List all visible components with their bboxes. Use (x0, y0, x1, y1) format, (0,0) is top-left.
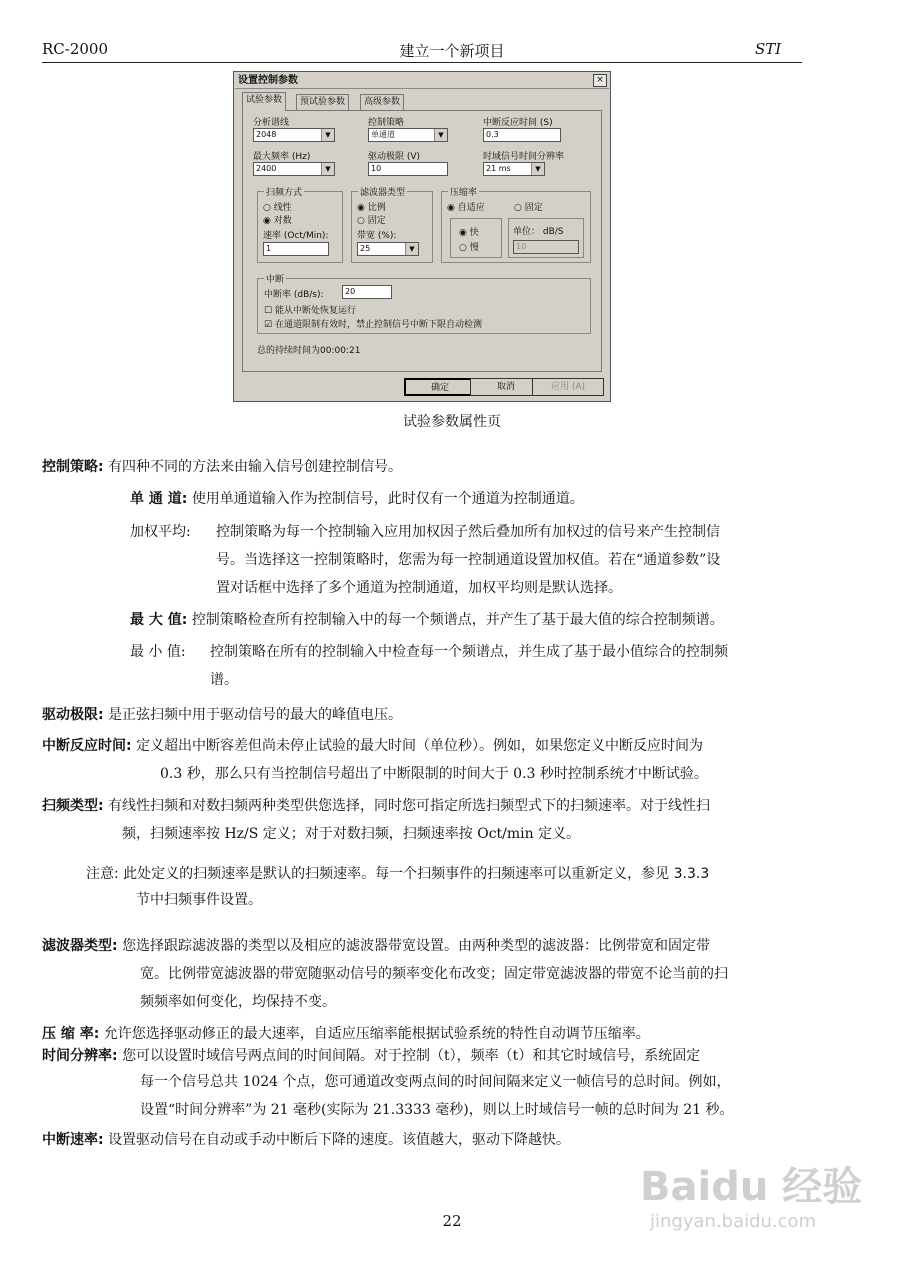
analysis-lines-label: 分析谱线 (253, 118, 290, 128)
watermark-url: jingyan.baidu.com (650, 1211, 817, 1232)
filter-prop-label: 比例 (367, 203, 386, 213)
speed-fast-radio[interactable]: ◉ 快 (459, 228, 479, 238)
bandwidth-value: 25 (360, 244, 371, 253)
sweep-rate-input[interactable]: 1 (263, 242, 329, 256)
chevron-down-icon: ▼ (405, 243, 418, 255)
para-control-strategy (42, 453, 402, 481)
chevron-down-icon: ▼ (321, 129, 334, 141)
term: 滤波器类型: (42, 938, 118, 954)
term: 中断速率: (42, 1132, 104, 1148)
tab-panel (242, 110, 602, 372)
drive-limit-label: 驱动极限 (V) (368, 152, 421, 162)
filter-prop-radio[interactable]: ◉ 比例 (357, 203, 386, 213)
term: 驱动极限: (42, 707, 104, 723)
para-filter-type (42, 932, 710, 960)
term: 最 大 值: (130, 612, 188, 628)
time-resolution-value: 21 ms (486, 164, 511, 173)
para-text: 是正弦扫频中用于驱动信号的最大的峰值电压。 (108, 707, 403, 723)
control-strategy-value: 单通道 (371, 130, 395, 139)
para-drive-limit (42, 701, 402, 729)
duration-text: 总的持续时间为00:00:21 (257, 346, 361, 356)
chevron-down-icon: ▼ (434, 129, 447, 141)
tab-test-params[interactable]: 试验参数 (242, 92, 286, 111)
sub-minimum-term: 最 小 值: (130, 644, 186, 660)
para-abort-time-cont: 0.3 秒，那么只有当控制信号超出了中断限制的时间大于 0.3 秒时控制系统才中断试验。 (160, 766, 708, 782)
resume-label: 能从中断处恢复运行 (274, 306, 356, 316)
line: 控制策略在所有的控制输入中检查每一个频谱点，并生成了基于最小值综合的控制频 (210, 644, 728, 660)
limit-check-label: 在通道限制有效时，禁止控制信号中断下限自动检测 (274, 320, 482, 330)
cancel-button[interactable]: 取消 (470, 378, 542, 396)
max-freq-value: 2400 (256, 164, 277, 173)
abort-group-title: 中断 (264, 272, 286, 285)
para-text: 允许您选择驱动修正的最大速率，自适应压缩率能根据试验系统的特性自动调节压缩率。 (103, 1026, 650, 1042)
compress-group-title: 压缩率 (448, 185, 479, 198)
sub-maximum (130, 606, 724, 634)
sweep-linear-label: 线性 (273, 203, 292, 213)
page-number: 22 (442, 1212, 462, 1230)
sub-weighted-avg-text (216, 518, 720, 602)
limit-check-checkbox[interactable]: ☑ 在通道限制有效时，禁止控制信号中断下限自动检测 (264, 320, 482, 330)
line: 每一个信号总共 1024 个点，您可通道改变两点间的时间间隔来定义一帧信号的总时间。例如， (140, 1074, 731, 1090)
compress-unit-input[interactable]: 10 (513, 240, 579, 254)
line: 控制策略为每一个控制输入应用加权因子然后叠加所有加权过的信号来产生控制信 (216, 524, 720, 540)
drive-limit-input[interactable]: 10 (368, 162, 448, 176)
header-center: 建立一个新项目 (399, 42, 505, 60)
chevron-down-icon: ▼ (321, 163, 334, 175)
sweep-group (257, 188, 343, 263)
para-text: 控制策略检查所有控制输入中的每一个频谱点，并产生了基于最大值的综合控制频谱。 (191, 612, 724, 628)
compress-adaptive-label: 自适应 (457, 203, 485, 213)
speed-fast-label: 快 (469, 228, 479, 238)
sweep-log-radio[interactable]: ◉ 对数 (263, 216, 292, 226)
compress-group (441, 188, 591, 263)
filter-group-title: 滤波器类型 (358, 185, 407, 198)
term: 压 缩 率: (42, 1026, 100, 1042)
speed-slow-radio[interactable]: ○ 慢 (459, 243, 479, 253)
tab-advanced-params[interactable]: 高级参数 (360, 94, 404, 110)
para-text: 使用单通道输入作为控制信号，此时仅有一个通道为控制通道。 (191, 491, 584, 507)
line: 宽。比例带宽滤波器的带宽随驱动信号的频率变化布改变；固定带宽滤波器的带宽不论当前的扫 (140, 966, 728, 982)
compress-unit-label: 单位： dB/S (513, 227, 564, 237)
control-strategy-label: 控制策略 (368, 118, 405, 128)
para-text: 设置驱动信号在自动或手动中断后下降的速度。该值越大，驱动下降越快。 (108, 1132, 571, 1148)
filter-group (351, 188, 433, 263)
sweep-linear-radio[interactable]: ○ 线性 (263, 203, 292, 213)
term: 中断反应时间: (42, 738, 132, 754)
term: 控制策略: (42, 459, 104, 475)
figure-caption: 试验参数属性页 (403, 414, 501, 430)
note-line-2: 节中扫频事件设置。 (136, 892, 262, 908)
time-resolution-select[interactable] (483, 162, 545, 176)
sweep-log-label: 对数 (273, 216, 292, 226)
watermark (640, 1155, 863, 1255)
sub-minimum-text (210, 638, 728, 694)
line: 设置“时间分辨率”为 21 毫秒(实际为 21.3333 毫秒)，则以上时域信号一帧的总时间为 21 秒。 (140, 1102, 734, 1118)
header-right: STI (755, 40, 782, 58)
abort-group (257, 275, 591, 334)
abort-response-input[interactable]: 0.3 (483, 128, 561, 142)
note-line-1: 注意: 此处定义的扫频速率是默认的扫频速率。每一个扫频事件的扫频速率可以重新定义，参见 3.3.3 (86, 866, 710, 882)
line: 您可以设置时域信号两点间的时间间隔。对于控制（t），频率（t）和其它时域信号，系统固定 (122, 1048, 701, 1064)
abort-rate-input[interactable]: 20 (342, 285, 392, 299)
header-left: RC-2000 (42, 40, 109, 58)
speed-slow-label: 慢 (469, 243, 479, 253)
header-rule (42, 62, 802, 63)
max-freq-label: 最大频率 (Hz) (253, 152, 311, 162)
close-button[interactable]: × (593, 74, 607, 87)
abort-rate-label: 中断率 (dB/s): (264, 290, 324, 300)
para-time-resolution (42, 1042, 700, 1070)
para-abort-rate (42, 1126, 570, 1154)
para-time-resolution-cont (140, 1068, 733, 1124)
filter-fixed-radio[interactable]: ○ 固定 (357, 216, 386, 226)
chevron-down-icon: ▼ (531, 163, 544, 175)
watermark-brand: Baidu 经验 (640, 1164, 863, 1210)
apply-button[interactable]: 应用 (A) (532, 378, 604, 396)
line: 您选择跟踪滤波器的类型以及相应的滤波器带宽设置。由两种类型的滤波器：比例带宽和固定带 (122, 938, 711, 954)
analysis-lines-select[interactable] (253, 128, 335, 142)
compress-fixed-radio[interactable]: ○ 固定 (514, 203, 543, 213)
line: 定义超出中断容差但尚未停止试验的最大时间（单位秒）。例如，如果您定义中断反应时间为 (136, 738, 704, 754)
line: 有线性扫频和对数扫频两种类型供您选择，同时您可指定所选扫频型式下的扫频速率。对于线性扫 (108, 798, 711, 814)
unit-subgroup (508, 218, 584, 258)
time-resolution-label: 时域信号时间分辨率 (483, 152, 565, 162)
max-freq-select[interactable] (253, 162, 335, 176)
bandwidth-label: 带宽 (%): (357, 231, 397, 241)
analysis-lines-value: 2048 (256, 130, 277, 139)
para-text: 有四种不同的方法来由输入信号创建控制信号。 (108, 459, 403, 475)
line: 谱。 (210, 672, 238, 688)
ok-button[interactable]: 确定 (404, 378, 476, 396)
term: 单 通 道: (130, 491, 188, 507)
term: 时间分辨率: (42, 1048, 118, 1064)
speed-subgroup (450, 218, 502, 258)
control-parameters-dialog (233, 71, 611, 402)
para-abort-time (42, 732, 703, 760)
para-sweep-type-cont: 频，扫频速率按 Hz/S 定义；对于对数扫频，扫频速率按 Oct/min 定义。 (122, 826, 581, 842)
control-strategy-select[interactable] (368, 128, 448, 142)
filter-fixed-label: 固定 (367, 216, 386, 226)
line: 号。当选择这一控制策略时，您需为每一控制通道设置加权值。若在“通道参数”设 (216, 552, 721, 568)
resume-checkbox[interactable]: ☐ 能从中断处恢复运行 (264, 306, 356, 316)
sweep-rate-label: 速率 (Oct/Min): (263, 231, 329, 241)
bandwidth-select[interactable] (357, 242, 419, 256)
sub-single-channel (130, 485, 584, 513)
para-filter-type-cont (140, 960, 728, 1016)
compress-adaptive-radio[interactable]: ◉ 自适应 (447, 203, 485, 213)
compress-fixed-label: 固定 (524, 203, 543, 213)
line: 置对话框中选择了多个通道为控制通道，加权平均则是默认选择。 (216, 580, 622, 596)
sweep-group-title: 扫频方式 (264, 185, 304, 198)
para-sweep-type (42, 792, 710, 820)
line: 频频率如何变化，均保持不变。 (140, 994, 336, 1010)
sub-weighted-avg-term: 加权平均: (130, 524, 191, 540)
abort-response-label: 中断反应时间 (S) (483, 118, 553, 128)
term: 扫频类型: (42, 798, 104, 814)
tab-pretest-params[interactable]: 预试验参数 (296, 94, 349, 110)
dialog-title: 设置控制参数 (235, 73, 609, 89)
